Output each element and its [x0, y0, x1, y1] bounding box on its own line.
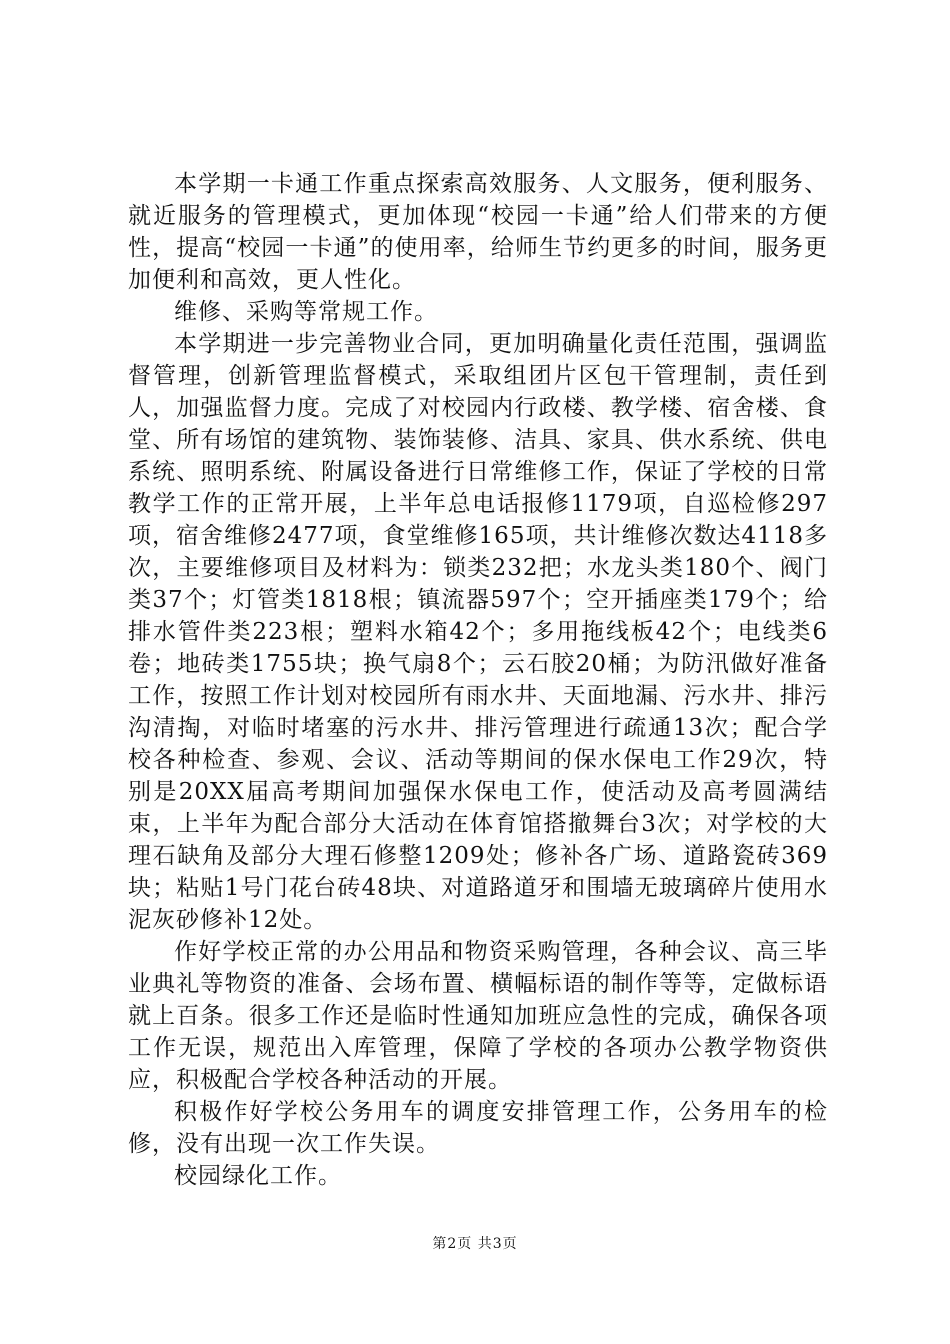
document-body — [128, 168, 828, 1192]
paragraph-campus-card: 本学期一卡通工作重点探索高效服务、人文服务，便利服务、就近服务的管理模式，更加体现“校园一卡通”给人们带来的方便性，提高“校园一卡通”的使用率，给师生节约更多的时间，服务更加便利和高效，更人性化。 — [128, 171, 828, 293]
paragraph-maintenance-details: 本学期进一步完善物业合同，更加明确量化责任范围，强调监督管理，创新管理监督模式，采取组团片区包干管理制，责任到人，加强监督力度。完成了对校园内行政楼、教学楼、宿舍楼、食堂、所有场馆的建筑物、装饰装修、洁具、家具、供水系统、供电系统、照明系统、附属设备进行日常维修工作，保证了学校的日常教学工作的正常开展，上半年总电话报修1179项，自巡检修297项，宿舍维修2477项，食堂维修165项，共计维修次数达4118多次，主要维修项目及材料为：锁类232把；水龙头类180个、阀门类37个；灯管类1818根；镇流器597个；空开插座类179个；给排水管件类223根；塑料水箱42个；多用拖线板42个；电线类6卷；地砖类1755块；换气扇8个；云石胶20桶；为防汛做好准备工作，按照工作计划对校园所有雨水井、天面地漏、污水井、排污沟清掏，对临时堵塞的污水井、排污管理进行疏通13次；配合学校各种检查、参观、会议、活动等期间的保水保电工作29次，特别是20XX届高考期间加强保水保电工作，使活动及高考圆满结束，上半年为配合部分大活动在体育馆搭撤舞台3次；对学校的大理石缺角及部分大理石修整1209处；修补各广场、道路瓷砖369块；粘贴1号门花台砖48块、对道路道牙和围墙无玻璃碎片使用水泥灰砂修补12处。 — [128, 331, 828, 933]
heading-greening: 校园绿化工作。 — [174, 1163, 342, 1189]
heading-maintenance-procurement: 维修、采购等常规工作。 — [174, 299, 438, 325]
paragraph-procurement: 作好学校正常的办公用品和物资采购管理，各种会议、高三毕业典礼等物资的准备、会场布置、横幅标语的制作等等，定做标语就上百条。很多工作还是临时性通知加班应急性的完成，确保各项工作无误，规范出入库管理，保障了学校的各项办公教学物资供应，积极配合学校各种活动的开展。 — [128, 939, 828, 1093]
page-number-footer: 第2页 共3页 — [432, 1236, 518, 1252]
paragraph-vehicles: 积极作好学校公务用车的调度安排管理工作，公务用车的检修，没有出现一次工作失误。 — [128, 1099, 828, 1157]
